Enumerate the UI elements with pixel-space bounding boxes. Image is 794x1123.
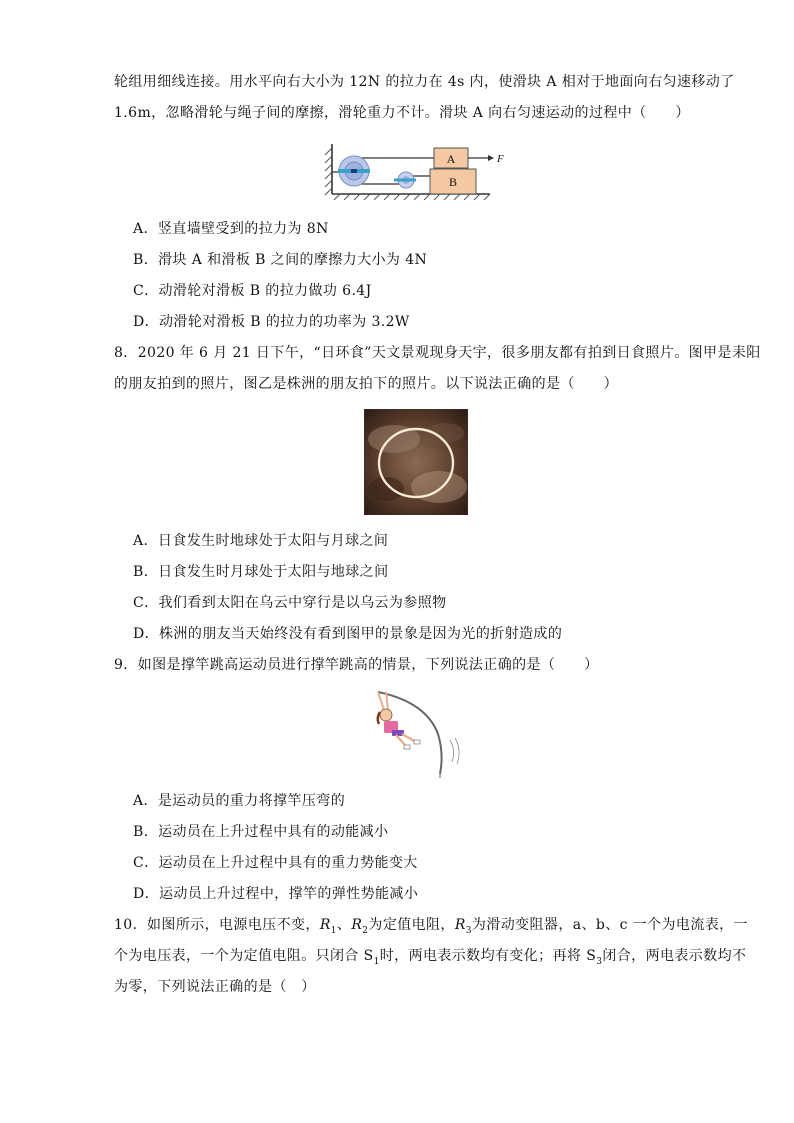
r3-symbol: R — [454, 917, 466, 933]
q9-option-c: C．运动员在上升过程中具有的重力势能变大 — [133, 855, 418, 871]
r2-symbol: R — [351, 917, 363, 933]
q7-stem-line2: 1.6m，忽略滑轮与绳子间的摩擦，滑轮重力不计。滑块 A 向右匀速运动的过程中（ ） — [114, 105, 690, 121]
q9-option-b: B．运动员在上升过程中具有的动能减小 — [133, 824, 389, 840]
q9-pole-vault-figure — [366, 688, 466, 778]
r1-symbol: R — [319, 917, 331, 933]
r3-subscript: 3 — [465, 925, 472, 936]
block-A-label: A — [446, 152, 456, 166]
q10-text: 为滑动变阻器，a、b、c 一个为电流表，一 — [471, 917, 748, 933]
q10-stem-line2 — [114, 946, 746, 972]
q7-option-b: B．滑块 A 和滑板 B 之间的摩擦力大小为 4N — [133, 252, 428, 268]
q8-eclipse-photo — [364, 409, 468, 515]
q8-stem-line2: 的朋友拍到的照片，图乙是株洲的朋友拍下的照片。以下说法正确的是（ ） — [114, 376, 618, 392]
q9-option-a: A．是运动员的重力将撑竿压弯的 — [133, 793, 346, 809]
q9-stem: 9．如图是撑竿跳高运动员进行撑竿跳高的情景，下列说法正确的是（ ） — [114, 657, 599, 673]
s3-subscript: 3 — [596, 956, 603, 967]
r1-subscript: 1 — [330, 925, 337, 936]
q7-stem-line1: 轮组用细线连接。用水平向右大小为 12N 的拉力在 4s 内，使滑块 A 相对于地面向右匀速移动了 — [114, 74, 735, 90]
q10-text: 闭合，两电表示数均不 — [602, 948, 747, 964]
r2-subscript: 2 — [362, 925, 369, 936]
force-label: F — [497, 153, 504, 165]
q10-text: 10．如图所示，电源电压不变， — [114, 917, 320, 933]
q7-option-a: A．竖直墙壁受到的拉力为 8N — [133, 221, 329, 237]
q10-text: 个为电压表，一个为定值电阻。只闭合 S — [114, 948, 374, 964]
q10-text: 时，两电表示数均有变化；再将 S — [379, 948, 597, 964]
q10-text: 为定值电阻， — [368, 917, 455, 933]
q8-option-c: C．我们看到太阳在乌云中穿行是以乌云为参照物 — [133, 595, 447, 611]
q10-text: 、 — [336, 917, 352, 933]
q8-option-d: D．株洲的朋友当天始终没有看到图甲的景象是因为光的折射造成的 — [133, 626, 563, 642]
s1-subscript: 1 — [373, 956, 380, 967]
q10-stem-line3: 为零，下列说法正确的是（ ） — [114, 979, 316, 995]
q8-option-b: B．日食发生时月球处于太阳与地球之间 — [133, 564, 389, 580]
q7-pulley-figure — [320, 138, 520, 204]
athlete-head — [380, 709, 392, 721]
q7-option-c: C．动滑轮对滑板 B 的拉力做功 6.4J — [133, 283, 372, 299]
q9-option-d: D．运动员上升过程中，撑竿的弹性势能减小 — [133, 886, 419, 902]
q8-stem-line1: 8．2020 年 6 月 21 日下午，“日环食”天文景观现身天宇，很多朋友都有拍到日食照片。图甲是耒阳 — [114, 345, 761, 361]
q8-option-a: A．日食发生时地球处于太阳与月球之间 — [133, 533, 389, 549]
block-B-label: B — [448, 175, 458, 189]
q7-option-d: D．动滑轮对滑板 B 的拉力的功率为 3.2W — [133, 314, 410, 330]
q10-stem-line1 — [114, 915, 748, 941]
